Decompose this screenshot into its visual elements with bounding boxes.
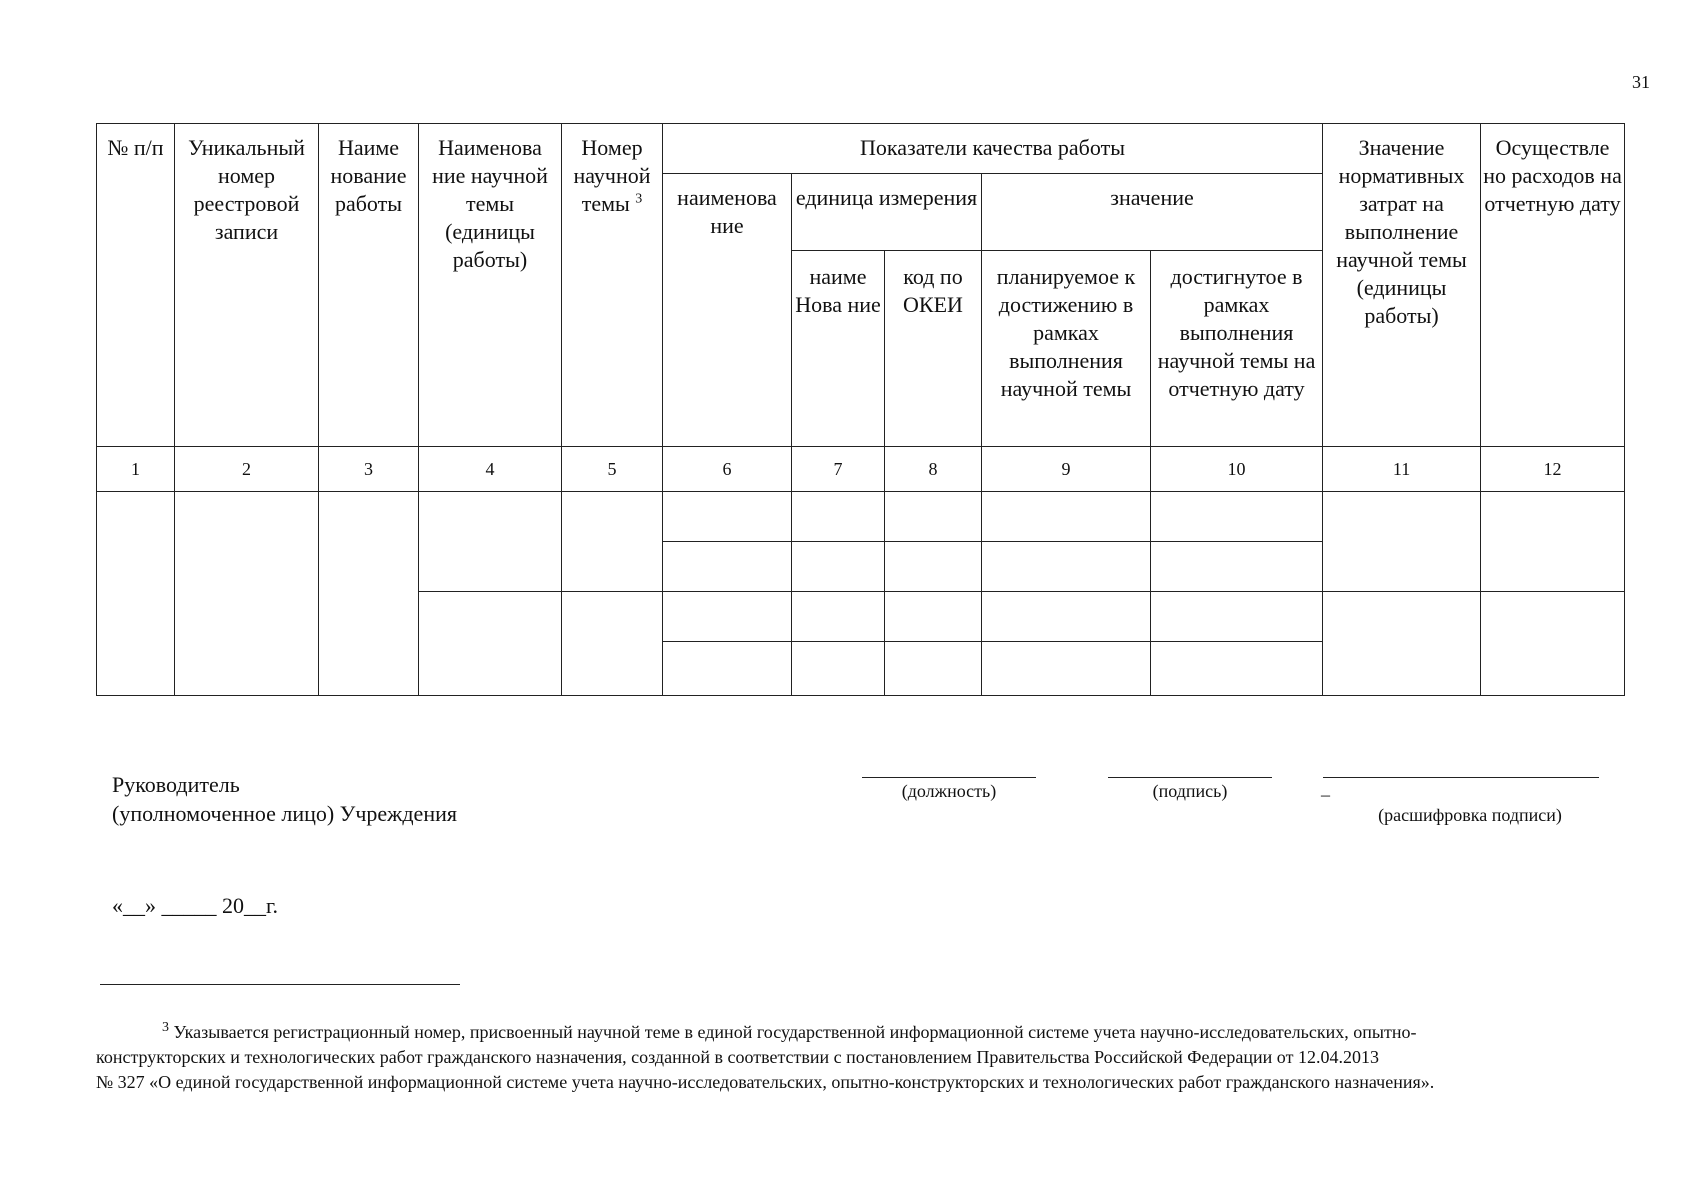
footnote-line-3: № 327 «О единой государственной информационной системе учета научно-исследовательских, опытно-конструкторских и технологических работ гражданского назначения».: [96, 1072, 1435, 1092]
header-row-number: № п/п: [97, 124, 175, 447]
column-number: 9: [982, 447, 1151, 492]
footnote-separator: [100, 984, 460, 985]
header-unit-of-measure: единица измерения: [792, 174, 982, 251]
footnote-line-2: конструкторских и технологических работ гражданского назначения, созданной в соответствии с постановлением Правительства Российской Федерации от 12.04.2013: [96, 1047, 1379, 1067]
empty-cell: [792, 492, 885, 542]
empty-cell: [792, 642, 885, 696]
empty-cell: [885, 642, 982, 696]
empty-cell: [982, 592, 1151, 642]
header-quality-indicators: Показатели качества работы: [663, 124, 1323, 174]
empty-cell: [419, 592, 562, 696]
empty-cell: [792, 592, 885, 642]
empty-cell: [1481, 592, 1625, 696]
empty-cell: [885, 542, 982, 592]
signature-line: [1108, 777, 1272, 778]
empty-cell: [1481, 492, 1625, 592]
empty-cell: [792, 542, 885, 592]
position-caption: (должность): [901, 781, 997, 801]
empty-cell: [1151, 592, 1323, 642]
signatory-title: Руководитель: [112, 772, 240, 797]
empty-cell: [885, 592, 982, 642]
empty-cell: [319, 492, 419, 696]
header-indicator-name: наименова ние: [663, 174, 792, 447]
empty-cell: [982, 492, 1151, 542]
header-normative-costs: Значение нормативных затрат на выполнение научной темы (единицы работы): [1323, 124, 1481, 447]
empty-cell: [175, 492, 319, 696]
empty-cell: [663, 542, 792, 592]
empty-cell: [1151, 642, 1323, 696]
column-number: 2: [175, 447, 319, 492]
header-planned-value: планируемое к достижению в рамках выполнения научной темы: [982, 251, 1151, 447]
header-topic-number-text: Номер научной темы: [573, 135, 651, 216]
header-registry-number: Уникальный номер реестровой записи: [175, 124, 319, 447]
header-expenses: Осуществле но расходов на отчетную дату: [1481, 124, 1625, 447]
empty-cell: [1151, 492, 1323, 542]
footnote-ref: 3: [635, 191, 643, 207]
footnote-marker: 3: [162, 1020, 169, 1035]
column-number: 5: [562, 447, 663, 492]
column-number: 8: [885, 447, 982, 492]
empty-cell: [885, 492, 982, 542]
transcript-line: [1323, 777, 1599, 778]
header-achieved-value: достигнутое в рамках выполнения научной темы на отчетную дату: [1151, 251, 1323, 447]
signature-caption: (подпись): [1152, 781, 1228, 801]
page-number: 31: [1632, 72, 1650, 92]
column-number: 4: [419, 447, 562, 492]
header-topic-name: Наименова ние научной темы (единицы работы): [419, 124, 562, 447]
empty-cell: [1323, 492, 1481, 592]
dash-mark: _: [1321, 778, 1330, 798]
column-number: 11: [1323, 447, 1481, 492]
quality-indicators-table: [96, 123, 1625, 696]
column-number: 10: [1151, 447, 1323, 492]
footnote-line-1: [96, 1020, 1632, 1045]
header-unit-name: наиме Нова ние: [792, 251, 885, 447]
column-number: 3: [319, 447, 419, 492]
transcript-caption: (расшифровка подписи): [1378, 805, 1562, 825]
column-number: 12: [1481, 447, 1625, 492]
empty-cell: [97, 492, 175, 696]
empty-cell: [982, 642, 1151, 696]
signatory-subtitle: (уполномоченное лицо) Учреждения: [112, 801, 457, 826]
position-line: [862, 777, 1036, 778]
empty-cell: [562, 592, 663, 696]
column-number: 1: [97, 447, 175, 492]
empty-cell: [1323, 592, 1481, 696]
header-topic-number: [562, 124, 663, 447]
empty-cell: [419, 492, 562, 592]
footnote-text-1: Указывается регистрационный номер, присвоенный научной теме в единой государственной информационной системе учета научно-исследовательских, опытно-: [173, 1022, 1417, 1042]
column-number: 6: [663, 447, 792, 492]
date-line: «__» _____ 20__г.: [112, 893, 279, 918]
empty-cell: [562, 492, 663, 592]
empty-cell: [663, 492, 792, 542]
empty-cell: [663, 642, 792, 696]
header-value: значение: [982, 174, 1323, 251]
footnote: [96, 1020, 1632, 1095]
header-okei-code: код по ОКЕИ: [885, 251, 982, 447]
empty-cell: [663, 592, 792, 642]
empty-cell: [982, 542, 1151, 592]
signatory-label: [112, 770, 457, 828]
column-number: 7: [792, 447, 885, 492]
header-work-name: Наиме нование работы: [319, 124, 419, 447]
empty-cell: [1151, 542, 1323, 592]
